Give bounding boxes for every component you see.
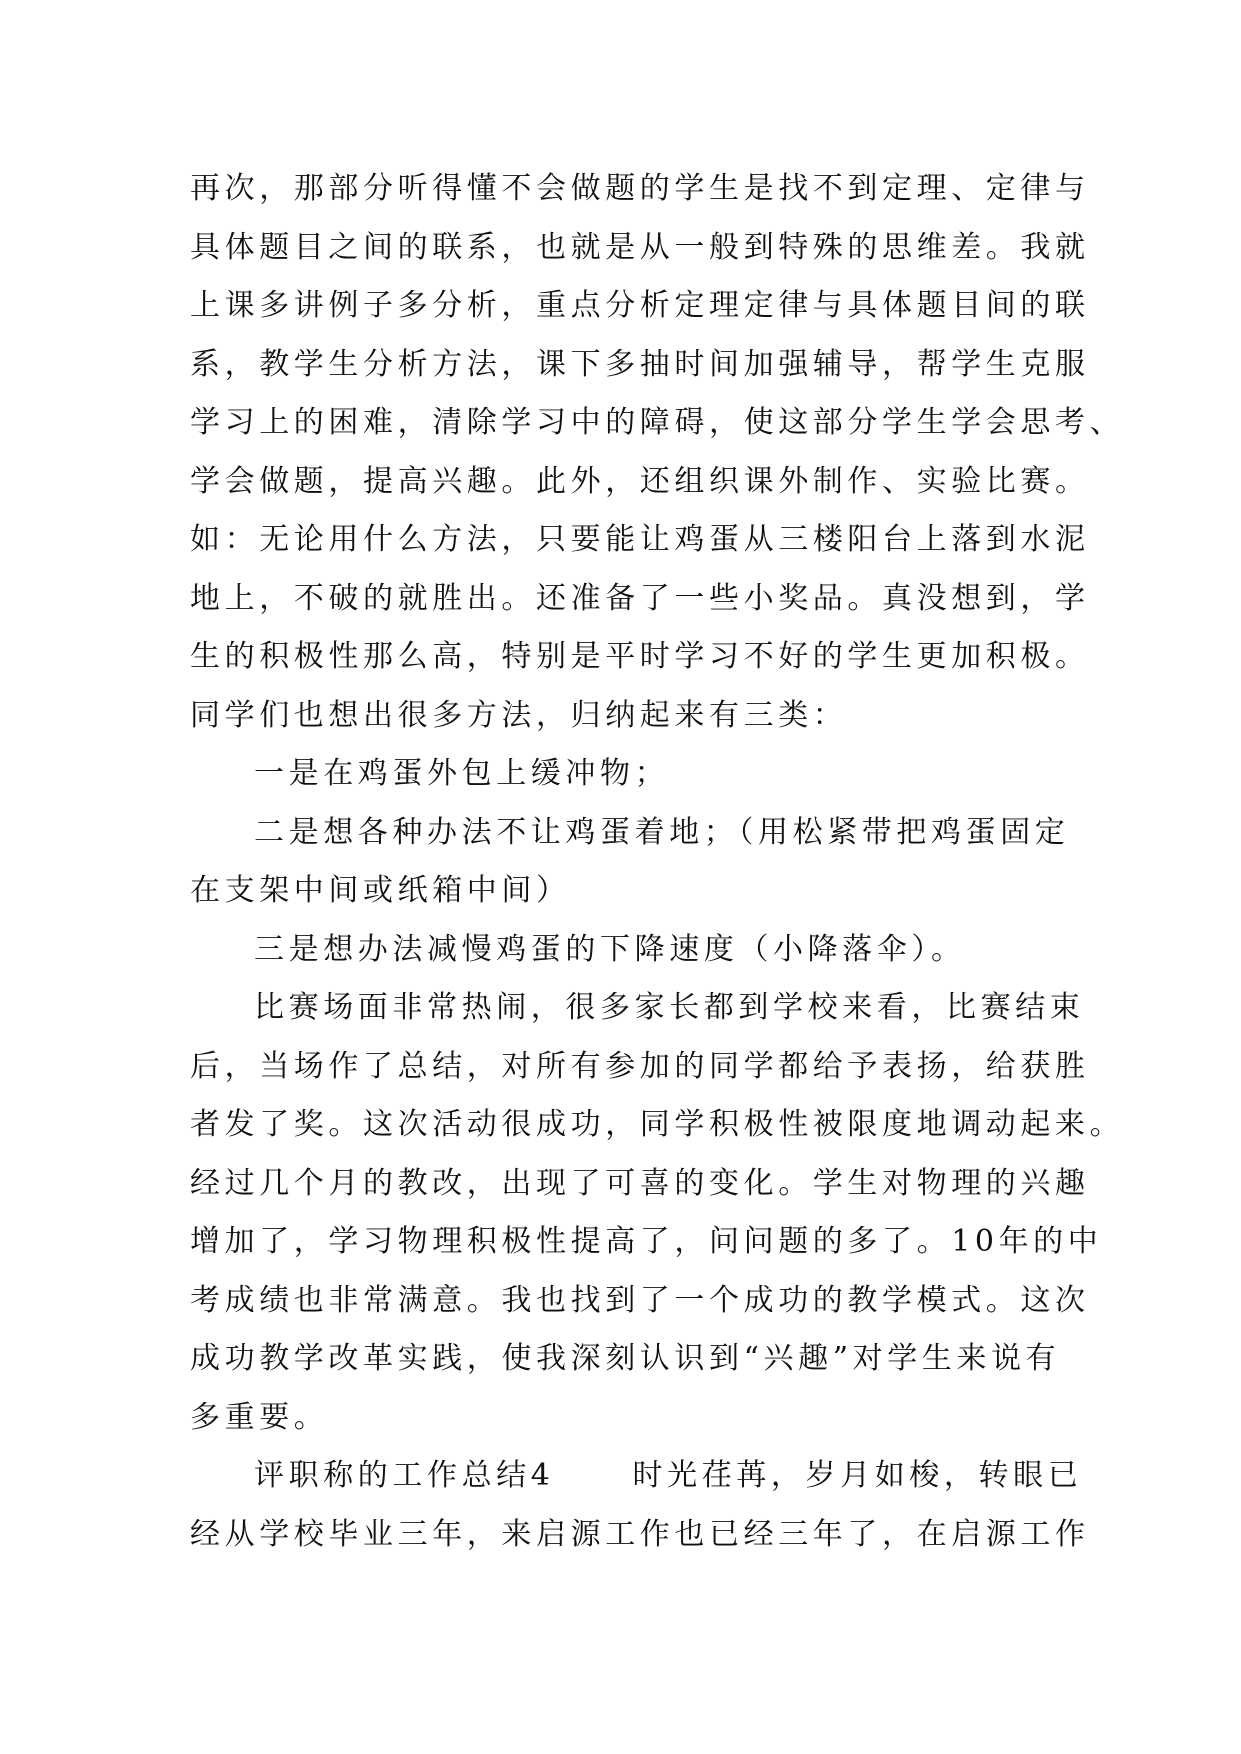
paragraph-line: 后，当场作了总结，对所有参加的同学都给予表扬，给获胜: [190, 1048, 1090, 1084]
paragraph-line: 具体题目之间的联系，也就是从一般到特殊的思维差。我就: [190, 229, 1090, 265]
list-item-line: 三是想办法减慢鸡蛋的下降速度（小降落伞）。: [254, 931, 966, 967]
paragraph-line: 地上，不破的就胜出。还准备了一些小奖品。真没想到，学: [190, 580, 1090, 616]
section-first-text: 时光荏苒，岁月如梭，转眼已: [632, 1458, 1083, 1493]
paragraph-line: 如：无论用什么方法，只要能让鸡蛋从三楼阳台上落到水泥: [190, 522, 1090, 557]
section-title: 评职称的工作总结4: [254, 1458, 555, 1493]
paragraph-line: 者发了奖。这次活动很成功，同学积极性被限度地调动起来。: [190, 1107, 1125, 1142]
paragraph-line: 考成绩也非常满意。我也找到了一个成功的教学模式。这次: [190, 1282, 1090, 1318]
paragraph-line: 经从学校毕业三年，来启源工作也已经三年了，在启源工作: [190, 1516, 1090, 1552]
paragraph-line: 比赛场面非常热闹，很多家长都到学校来看，比赛结束: [254, 990, 1085, 1025]
paragraph-line: 经过几个月的教改，出现了可喜的变化。学生对物理的兴趣: [190, 1165, 1090, 1201]
paragraph-line: 多重要。: [190, 1399, 329, 1435]
paragraph-line: 同学们也想出很多方法，归纳起来有三类：: [190, 697, 848, 733]
list-item-line: 在支架中间或纸箱中间）: [190, 873, 571, 908]
paragraph-line: 系，教学生分析方法，课下多抽时间加强辅导，帮学生克服: [190, 346, 1090, 382]
paragraph-line: 学会做题，提高兴趣。此外，还组织课外制作、实验比赛。: [190, 463, 1090, 499]
list-item-line: 一是在鸡蛋外包上缓冲物；: [254, 756, 670, 791]
paragraph-line: 学习上的困难，清除学习中的障碍，使这部分学生学会思考、: [190, 405, 1125, 440]
section-heading-line: [190, 1447, 1083, 1506]
paragraph-line: 上课多讲例子多分析，重点分析定理定律与具体题目间的联: [190, 288, 1090, 323]
paragraph-line: 再次，那部分听得懂不会做题的学生是找不到定理、定律与: [190, 171, 1090, 206]
document-body: [190, 160, 1125, 1564]
list-item-line: 二是想各种办法不让鸡蛋着地；（用松紧带把鸡蛋固定: [254, 814, 1070, 850]
paragraph-line: 生的积极性那么高，特别是平时学习不好的学生更加积极。: [190, 639, 1090, 674]
paragraph-line: 成功教学改革实践，使我深刻认识到“兴趣”对学生来说有: [190, 1341, 1061, 1376]
paragraph-line: 增加了，学习物理积极性提高了，问问题的多了。10年的中: [190, 1224, 1103, 1259]
